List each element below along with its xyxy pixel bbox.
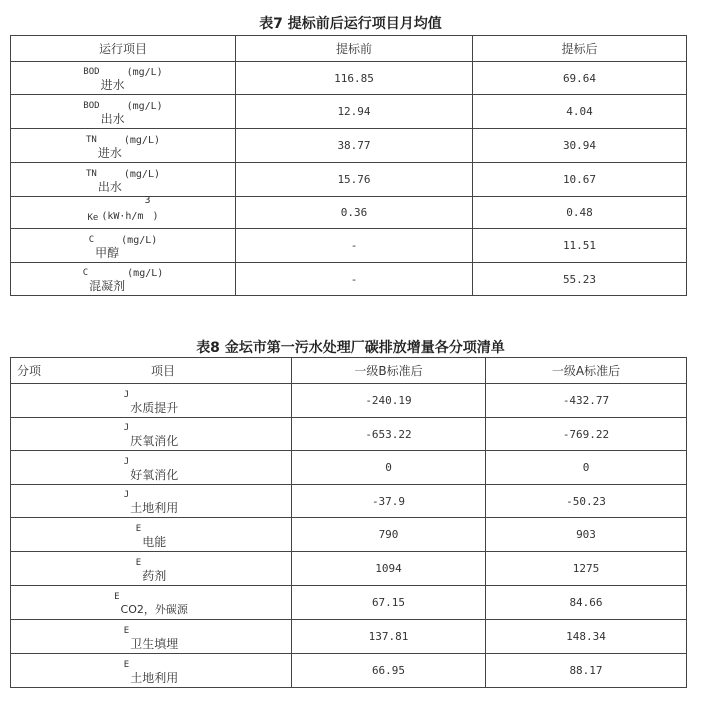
table-row [11,263,687,296]
table-row [11,418,687,451]
value-b: 137.81 [292,620,486,654]
table8 [10,357,687,688]
value-b: -37.9 [292,485,486,518]
row-label: E 卫生填埋 [11,620,292,654]
value-after: 55.23 [473,263,687,296]
value-a: 148.34 [486,620,687,654]
value-b: -240.19 [292,384,486,418]
value-before: - [236,229,473,263]
value-b: 1094 [292,552,486,586]
header-mid-label: 项目 [150,364,175,378]
table7 [10,35,687,296]
table-row [11,518,687,552]
row-label: TN 出水 (mg/L) [11,163,236,197]
value-after: 0.48 [473,197,687,229]
value-before: - [236,263,473,296]
table8-header-a: 一级A标准后 [486,358,687,384]
value-after: 11.51 [473,229,687,263]
row-label: E CO2，外碳源 [11,586,292,620]
table-row [11,129,687,163]
value-a: 903 [486,518,687,552]
row-label: C 混凝剂 (mg/L) [11,263,236,296]
value-before: 0.36 [236,197,473,229]
row-label: J 厌氧消化 [11,418,292,451]
value-a: -432.77 [486,384,687,418]
value-before: 38.77 [236,129,473,163]
value-a: 0 [486,451,687,485]
table8-header-category [11,358,292,384]
value-before: 15.76 [236,163,473,197]
row-label: E 电能 [11,518,292,552]
value-a: 84.66 [486,586,687,620]
header-left-label: 分项 [17,364,42,378]
value-a: -50.23 [486,485,687,518]
row-label: BOD 出水 (mg/L) [11,95,236,129]
table-row [11,485,687,518]
table7-header-item: 运行项目 [11,36,236,62]
table-row [11,95,687,129]
table-row [11,163,687,197]
table-row [11,62,687,95]
table7-header-row [11,36,687,62]
value-b: 0 [292,451,486,485]
table8-title: 表8 金坛市第一污水处理厂碳排放增量各分项清单 [196,340,505,356]
row-label: J 土地利用 [11,485,292,518]
row-label: J 好氧消化 [11,451,292,485]
value-after: 4.04 [473,95,687,129]
row-label: TN 进水 (mg/L) [11,129,236,163]
value-a: 1275 [486,552,687,586]
value-b: 790 [292,518,486,552]
table-row [11,552,687,586]
table8-header-b: 一级B标准后 [292,358,486,384]
value-a: -769.22 [486,418,687,451]
row-label: E 土地利用 [11,654,292,688]
row-label: E 药剂 [11,552,292,586]
table-row [11,197,687,229]
value-b: 67.15 [292,586,486,620]
row-label: J 水质提升 [11,384,292,418]
table-row [11,654,687,688]
row-label: Ke (kW·h/m 3 ) [11,197,236,229]
table7-header-after: 提标后 [473,36,687,62]
table8-header-row [11,358,687,384]
value-b: 66.95 [292,654,486,688]
value-a: 88.17 [486,654,687,688]
value-after: 10.67 [473,163,687,197]
row-label: BOD 进水 (mg/L) [11,62,236,95]
table7-header-before: 提标前 [236,36,473,62]
table-row [11,229,687,263]
value-after: 69.64 [473,62,687,95]
table-row [11,451,687,485]
value-before: 12.94 [236,95,473,129]
table7-title: 表7 提标前后运行项目月均值 [259,16,442,32]
value-before: 116.85 [236,62,473,95]
table-row [11,620,687,654]
value-after: 30.94 [473,129,687,163]
table-row [11,586,687,620]
table-row [11,384,687,418]
row-label: C 甲醇 (mg/L) [11,229,236,263]
value-b: -653.22 [292,418,486,451]
